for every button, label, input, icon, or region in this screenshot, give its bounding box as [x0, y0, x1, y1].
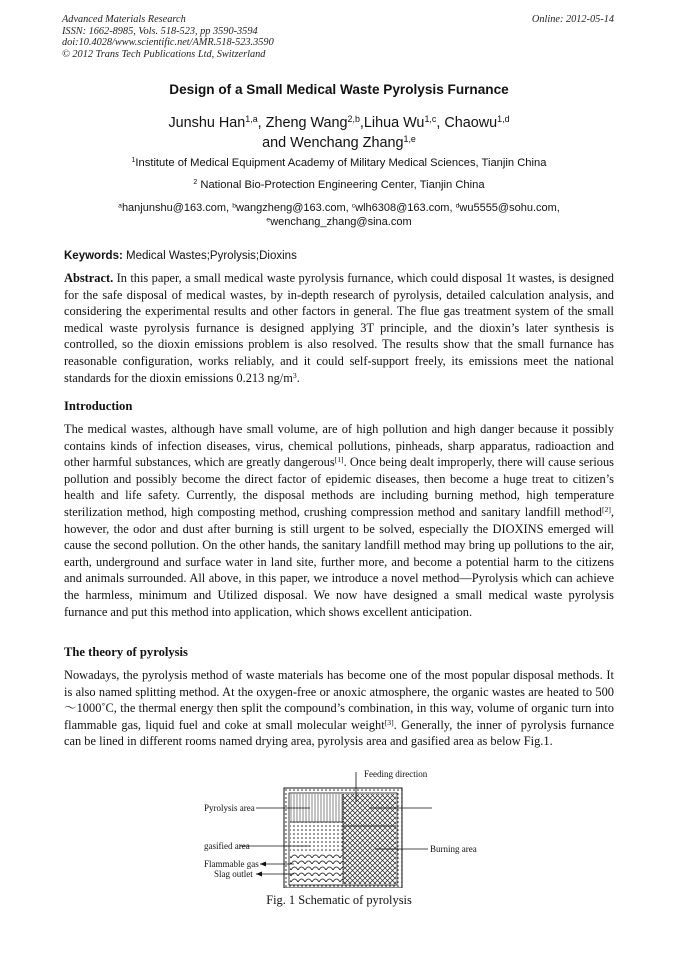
author-name: ,Lihua Wu	[359, 115, 425, 131]
theory-heading: The theory of pyrolysis	[64, 645, 188, 659]
label-gasified-area: gasified area	[204, 841, 250, 851]
doi-line: doi:10.4028/www.scientific.net/AMR.518-523.3590	[62, 37, 274, 48]
theory-text: Nowadays, the pyrolysis method of waste materials has become one of the most popular disposal methods. It is also named splitting method. At the oxygen-free or anoxic atmosphere, the organic wastes are heated to 500～1000˚C, the thermal energy then split the compound’s combination, in this way, volume of organic turn into flammable gas, liquid fuel and coke at small molecular weight	[64, 668, 614, 732]
label-pyrolysis-area: Pyrolysis area	[204, 803, 255, 813]
citation: [1]	[334, 454, 344, 464]
email-sup: d	[455, 202, 460, 210]
citation: [2]	[601, 504, 611, 514]
email: wu5555@sohu.com,	[459, 202, 560, 214]
drying-area-region	[343, 794, 396, 826]
online-date: Online: 2012-05-14	[531, 14, 614, 25]
citation: [3]	[384, 717, 394, 727]
figure-caption: Fig. 1 Schematic of pyrolysis	[266, 893, 412, 907]
keywords	[64, 250, 616, 262]
affiliation-sup: 1	[131, 157, 136, 165]
author-sup: 1,e	[403, 134, 416, 145]
author-name: , Chaowu	[436, 115, 498, 131]
keywords-label: Keywords:	[64, 250, 123, 262]
arrow-head-icon	[256, 872, 262, 877]
label-burning-area: Burning area	[430, 844, 477, 854]
introduction-paragraph	[64, 421, 614, 620]
copyright-line: © 2012 Trans Tech Publications Ltd, Switzerland	[62, 48, 266, 60]
email-sup: a	[118, 202, 122, 210]
author-sup: 1,c	[424, 114, 437, 125]
intro-text: . Once being dealt improperly, there will cause serious pollution and possibly become the direct factor of epidemic diseases, then become a huge treat to citizen’s health and life safety. Currently, the disposal methods are including burning method, high temperature sterilization method, high composting method, crushing compression method and sanitary landfill method	[64, 455, 614, 519]
burning-area-region	[343, 826, 396, 884]
ash-layer-region	[290, 853, 343, 884]
label-slag-outlet: Slag outlet	[214, 869, 253, 879]
label-flammable-gas: Flammable gas	[204, 859, 259, 869]
email-sup: c	[351, 202, 356, 210]
intro-text: , however, the odor and dust after burning is still urgent to be solved, especially the DIOXINS emerged will cause the second pollution. On the other hands, the sanitary landfill method may bring up pollutions to the air, earth, underground and surface water in land site, further more, and become a potential harm to the citizens and animals surrounded. All above, in this paper, we introduce a novel method—Pyrolysis which can achieve the harmless, minimum and Utilized disposal. We now have designed a small medical waste pyrolysis furnance and put this method into application, which shows excellent anticipation.	[64, 504, 614, 619]
paper-title: Design of a Small Medical Waste Pyrolysis Furnance	[169, 82, 509, 97]
affiliation-text: National Bio-Protection Engineering Center, Tianjin China	[197, 179, 485, 191]
arrow-head-icon	[260, 862, 266, 867]
abstract	[64, 270, 614, 386]
author-name: Junshu Han	[168, 115, 246, 131]
author-sup: 1,a	[245, 114, 258, 125]
theory-paragraph	[64, 667, 614, 750]
intro-text: The medical wastes, although have small volume, are of high pollution and high danger because it possibly contains kinds of infection diseases, virus, chemical pollutions, pinheads, sharp apparatus, radioaction and other harmful substances, which are greatly dangerous	[64, 422, 614, 470]
gasified-area-region	[290, 822, 343, 853]
journal-header	[62, 14, 274, 60]
abstract-sup: 3	[292, 370, 297, 380]
author-sup: 1,d	[497, 114, 510, 125]
journal-name: Advanced Materials Research	[62, 14, 186, 25]
affiliation-1	[0, 157, 678, 169]
abstract-text: In this paper, a small medical waste pyrolysis furnance, which could disposal 1t wastes, is designed for the safe disposal of medical wastes, by in-depth research of pyrolysis, detailed calculation analysis, and considering the experimental results and other factors in general. The flue gas treatment system of the small medical waste pyrolysis furnance is designed applying 3T principle, and the dioxin’s later synthesis is controlled, so the dioxin emissions problem is also resolved. The results show that the small furnance has reasonable configuration, works reliably, and it could self-support freely, its emissions meet the national standards for the dioxin emissions 0.213 ng/m	[64, 271, 614, 385]
abstract-end: .	[296, 370, 300, 385]
email-line-1	[0, 201, 678, 215]
email-sup: b	[232, 202, 236, 210]
author-name: , Zheng Wang	[257, 115, 348, 131]
abstract-label: Abstract.	[64, 271, 114, 285]
author-list	[0, 113, 678, 153]
label-feeding-direction: Feeding direction	[364, 769, 428, 779]
author-line-2	[0, 133, 678, 153]
email: wlh6308@163.com,	[355, 202, 456, 214]
author-line-1	[0, 113, 678, 133]
email: wenchang_zhang@sina.com	[270, 216, 412, 228]
email-sup: e	[266, 216, 271, 224]
email-list	[0, 201, 678, 229]
theory-text: . Generally, the inner of pyrolysis furnance can be lined in different rooms named drying area, pyrolysis area and gasified area as below Fig.1.	[64, 717, 614, 749]
introduction-heading: Introduction	[64, 399, 133, 413]
affiliation-2	[0, 179, 678, 191]
pyrolysis-schematic-figure	[200, 768, 490, 888]
email: hanjunshu@163.com,	[121, 202, 233, 214]
affiliation-sup: 2	[193, 179, 198, 187]
keywords-text: Medical Wastes;Pyrolysis;Dioxins	[122, 250, 297, 262]
author-name: and Wenchang Zhang	[262, 135, 404, 151]
email-line-2	[0, 215, 678, 229]
email: wangzheng@163.com,	[235, 202, 352, 214]
affiliation-text: Institute of Medical Equipment Academy of Military Medical Sciences, Tianjin China	[135, 157, 547, 169]
issn-line: ISSN: 1662-8985, Vols. 518-523, pp 3590-3594	[62, 25, 258, 37]
author-sup: 2,b	[347, 114, 360, 125]
